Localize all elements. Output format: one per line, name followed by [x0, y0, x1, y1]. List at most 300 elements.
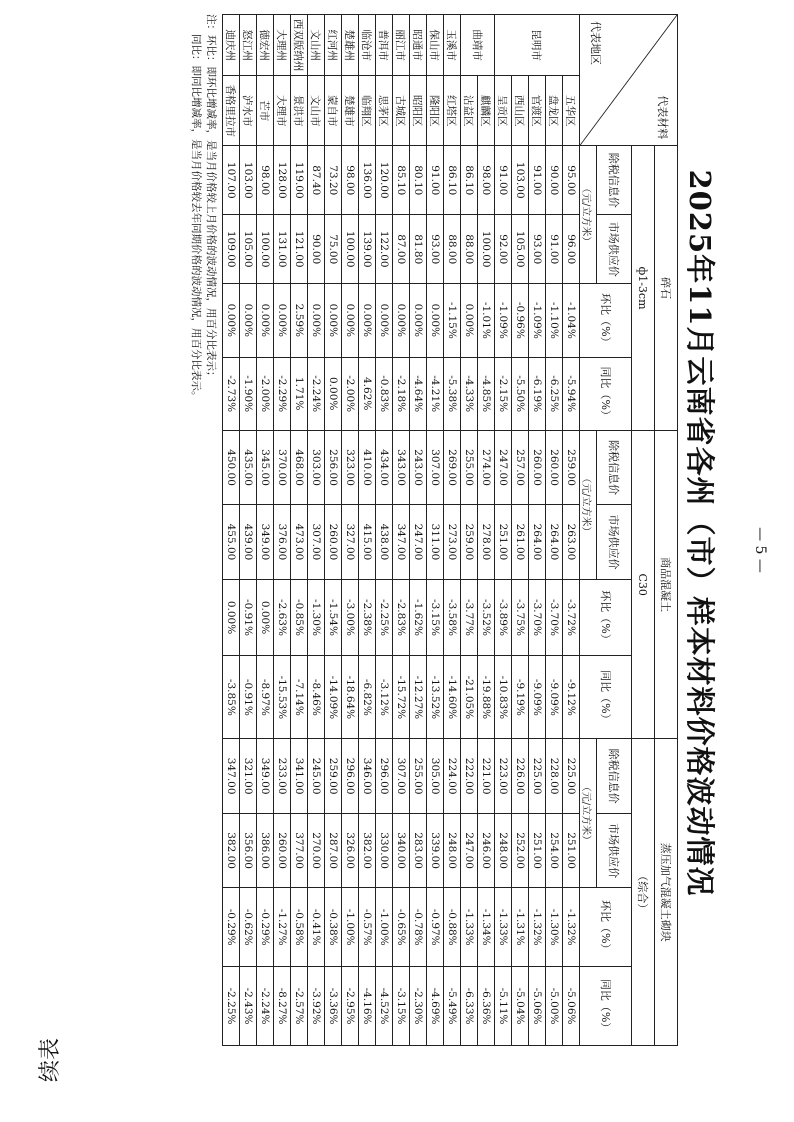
- value-cell: 92.00: [495, 215, 512, 284]
- value-cell: -1.15%: [444, 284, 461, 357]
- value-cell: -8.97%: [257, 656, 274, 739]
- value-cell: -2.25%: [376, 579, 393, 656]
- value-cell: 228.00: [546, 739, 563, 813]
- value-cell: -1.10%: [546, 284, 563, 357]
- price-table: [222, 14, 678, 1046]
- value-cell: -8.27%: [274, 967, 291, 1046]
- value-cell: -1.34%: [478, 888, 495, 967]
- table-row: [478, 15, 495, 1046]
- value-cell: 260.00: [325, 505, 342, 579]
- value-cell: 248.00: [495, 813, 512, 887]
- value-cell: 345.00: [257, 430, 274, 504]
- value-cell: 270.00: [308, 813, 325, 887]
- value-cell: 136.00: [359, 146, 376, 215]
- value-cell: -0.57%: [359, 888, 376, 967]
- table-row: [359, 15, 376, 1046]
- district-cell: 景洪市: [291, 76, 308, 146]
- value-cell: -0.96%: [512, 284, 529, 357]
- district-cell: 楚雄市: [342, 76, 359, 146]
- value-cell: 254.00: [546, 813, 563, 887]
- notes: [188, 14, 218, 1058]
- value-cell: 287.00: [325, 813, 342, 887]
- value-cell: 0.00%: [342, 284, 359, 357]
- value-cell: 221.00: [478, 739, 495, 813]
- value-cell: -1.00%: [376, 888, 393, 967]
- value-cell: 307.00: [393, 739, 410, 813]
- material-name-2: 蒸压加气混凝土砌块: [655, 739, 678, 1046]
- table-row: [563, 15, 580, 1046]
- value-cell: 311.00: [427, 505, 444, 579]
- col-mom: 环比（%）: [580, 579, 632, 656]
- value-cell: -3.89%: [495, 579, 512, 656]
- value-cell: -2.73%: [223, 357, 240, 430]
- value-cell: -3.75%: [512, 579, 529, 656]
- value-cell: -2.15%: [495, 357, 512, 430]
- col-market-price: 市场供应价: [597, 813, 632, 887]
- value-cell: -14.60%: [444, 656, 461, 739]
- value-cell: -2.18%: [393, 357, 410, 430]
- value-cell: -0.97%: [427, 888, 444, 967]
- value-cell: 103.00: [240, 146, 257, 215]
- rotated-content: [92, 8, 722, 1058]
- value-cell: -6.25%: [546, 357, 563, 430]
- value-cell: 259.00: [563, 430, 580, 504]
- value-cell: -2.38%: [359, 579, 376, 656]
- district-cell: 临翔区: [359, 76, 376, 146]
- value-cell: -0.29%: [257, 888, 274, 967]
- value-cell: -1.30%: [546, 888, 563, 967]
- value-cell: 321.00: [240, 739, 257, 813]
- value-cell: 260.00: [529, 430, 546, 504]
- value-cell: 87.00: [393, 215, 410, 284]
- city-cell: 临沧市: [359, 15, 376, 76]
- value-cell: -14.09%: [325, 656, 342, 739]
- value-cell: 85.10: [393, 146, 410, 215]
- city-cell: 曲靖市: [461, 15, 495, 76]
- value-cell: 264.00: [529, 505, 546, 579]
- value-cell: 88.00: [444, 215, 461, 284]
- value-cell: 120.00: [376, 146, 393, 215]
- material-spec-0: ф1-3cm: [632, 146, 655, 431]
- value-cell: -2.25%: [223, 967, 240, 1046]
- value-cell: -0.85%: [291, 579, 308, 656]
- value-cell: 247.00: [461, 813, 478, 887]
- value-cell: 103.00: [512, 146, 529, 215]
- value-cell: 87.40: [308, 146, 325, 215]
- value-cell: 105.00: [240, 215, 257, 284]
- value-cell: 105.00: [512, 215, 529, 284]
- value-cell: -2.83%: [393, 579, 410, 656]
- value-cell: 259.00: [325, 739, 342, 813]
- value-cell: -8.46%: [308, 656, 325, 739]
- value-cell: 349.00: [257, 505, 274, 579]
- value-cell: 340.00: [393, 813, 410, 887]
- value-cell: -1.01%: [478, 284, 495, 357]
- value-cell: -4.16%: [359, 967, 376, 1046]
- city-cell: 昆明市: [495, 15, 580, 76]
- value-cell: 93.00: [529, 215, 546, 284]
- value-cell: -3.58%: [444, 579, 461, 656]
- value-cell: 434.00: [376, 430, 393, 504]
- district-cell: 大理市: [274, 76, 291, 146]
- value-cell: 274.00: [478, 430, 495, 504]
- value-cell: 119.00: [291, 146, 308, 215]
- table-row: [444, 15, 461, 1046]
- district-cell: 沾益区: [461, 76, 478, 146]
- value-cell: -0.78%: [410, 888, 427, 967]
- value-cell: 128.00: [274, 146, 291, 215]
- value-cell: -2.24%: [257, 967, 274, 1046]
- value-cell: 0.00%: [325, 284, 342, 357]
- page-title: 2025年11月云南省各州（市）样本材料价格波动情况: [683, 169, 717, 897]
- value-cell: -3.12%: [376, 656, 393, 739]
- table-row: [291, 15, 308, 1046]
- col-market-price: 市场供应价: [597, 505, 632, 579]
- value-cell: -9.19%: [512, 656, 529, 739]
- value-cell: -3.70%: [529, 579, 546, 656]
- table-row: [512, 15, 529, 1046]
- value-cell: 0.00%: [393, 284, 410, 357]
- value-cell: -3.77%: [461, 579, 478, 656]
- district-cell: 西山区: [512, 76, 529, 146]
- value-cell: 4.62%: [359, 357, 376, 430]
- value-cell: 269.00: [444, 430, 461, 504]
- city-cell: 西双版纳州: [291, 15, 308, 76]
- value-cell: -7.14%: [291, 656, 308, 739]
- value-cell: 98.00: [257, 146, 274, 215]
- page-number: — 5 —: [752, 527, 768, 573]
- material-spec-1: C30: [632, 430, 655, 739]
- value-cell: 439.00: [240, 505, 257, 579]
- city-cell: 大理州: [274, 15, 291, 76]
- value-cell: -9.12%: [563, 656, 580, 739]
- value-cell: 0.00%: [240, 284, 257, 357]
- value-cell: 0.00%: [359, 284, 376, 357]
- value-cell: 222.00: [461, 739, 478, 813]
- value-cell: 376.00: [274, 505, 291, 579]
- value-cell: -1.00%: [342, 888, 359, 967]
- district-cell: 麒麟区: [478, 76, 495, 146]
- value-cell: 98.00: [478, 146, 495, 215]
- value-cell: 0.00%: [274, 284, 291, 357]
- value-cell: 247.00: [410, 505, 427, 579]
- value-cell: -0.41%: [308, 888, 325, 967]
- col-tax-price: 除税信息价: [597, 430, 632, 504]
- value-cell: -3.72%: [563, 579, 580, 656]
- value-cell: 93.00: [427, 215, 444, 284]
- unit-label: （元/立方米）: [580, 146, 597, 284]
- district-cell: 红塔区: [444, 76, 461, 146]
- value-cell: -5.50%: [512, 357, 529, 430]
- value-cell: -15.72%: [393, 656, 410, 739]
- city-cell: 红河州: [325, 15, 342, 76]
- col-yoy: 同比（%）: [580, 656, 632, 739]
- value-cell: -3.52%: [478, 579, 495, 656]
- value-cell: 86.10: [461, 146, 478, 215]
- value-cell: 225.00: [529, 739, 546, 813]
- district-cell: 文山市: [308, 76, 325, 146]
- value-cell: 0.00%: [257, 579, 274, 656]
- value-cell: -3.15%: [393, 967, 410, 1046]
- city-cell: 文山州: [308, 15, 325, 76]
- value-cell: 0.00%: [325, 357, 342, 430]
- value-cell: -2.63%: [274, 579, 291, 656]
- value-cell: 296.00: [342, 739, 359, 813]
- district-cell: 思茅区: [376, 76, 393, 146]
- value-cell: -21.05%: [461, 656, 478, 739]
- value-cell: 261.00: [512, 505, 529, 579]
- value-cell: 100.00: [342, 215, 359, 284]
- value-cell: 0.00%: [461, 284, 478, 357]
- value-cell: 0.00%: [308, 284, 325, 357]
- value-cell: 278.00: [478, 505, 495, 579]
- value-cell: -3.00%: [342, 579, 359, 656]
- value-cell: -5.00%: [546, 967, 563, 1046]
- city-cell: 保山市: [427, 15, 444, 76]
- value-cell: 0.00%: [376, 284, 393, 357]
- value-cell: 323.00: [342, 430, 359, 504]
- value-cell: 100.00: [478, 215, 495, 284]
- value-cell: -1.33%: [495, 888, 512, 967]
- value-cell: -4.85%: [478, 357, 495, 430]
- value-cell: 107.00: [223, 146, 240, 215]
- value-cell: -2.95%: [342, 967, 359, 1046]
- table-row: [376, 15, 393, 1046]
- value-cell: 256.00: [325, 430, 342, 504]
- value-cell: 98.00: [342, 146, 359, 215]
- value-cell: 255.00: [410, 739, 427, 813]
- col-yoy: 同比（%）: [580, 967, 632, 1046]
- value-cell: -0.62%: [240, 888, 257, 967]
- value-cell: 224.00: [444, 739, 461, 813]
- value-cell: -3.15%: [427, 579, 444, 656]
- value-cell: -13.52%: [427, 656, 444, 739]
- district-cell: 蒙自市: [325, 76, 342, 146]
- value-cell: 307.00: [427, 430, 444, 504]
- value-cell: -5.49%: [444, 967, 461, 1046]
- table-row: [393, 15, 410, 1046]
- value-cell: -1.62%: [410, 579, 427, 656]
- value-cell: -2.57%: [291, 967, 308, 1046]
- material-spec-2: （综合）: [632, 739, 655, 1046]
- value-cell: 327.00: [342, 505, 359, 579]
- value-cell: -0.91%: [240, 656, 257, 739]
- value-cell: 91.00: [546, 215, 563, 284]
- value-cell: 356.00: [240, 813, 257, 887]
- value-cell: -1.09%: [529, 284, 546, 357]
- district-cell: 泸水市: [240, 76, 257, 146]
- col-tax-price: 除税信息价: [597, 146, 632, 215]
- value-cell: 341.00: [291, 739, 308, 813]
- value-cell: -9.09%: [546, 656, 563, 739]
- value-cell: -0.29%: [223, 888, 240, 967]
- value-cell: 226.00: [512, 739, 529, 813]
- value-cell: -1.09%: [495, 284, 512, 357]
- value-cell: 326.00: [342, 813, 359, 887]
- value-cell: 225.00: [563, 739, 580, 813]
- value-cell: 251.00: [529, 813, 546, 887]
- value-cell: 260.00: [274, 813, 291, 887]
- value-cell: -2.24%: [308, 357, 325, 430]
- value-cell: 415.00: [359, 505, 376, 579]
- value-cell: 255.00: [461, 430, 478, 504]
- value-cell: 91.00: [427, 146, 444, 215]
- value-cell: -6.36%: [478, 967, 495, 1046]
- value-cell: 305.00: [427, 739, 444, 813]
- value-cell: 0.00%: [410, 284, 427, 357]
- value-cell: 122.00: [376, 215, 393, 284]
- continued-label: 续表: [36, 1038, 62, 1083]
- value-cell: 473.00: [291, 505, 308, 579]
- city-cell: 普洱市: [376, 15, 393, 76]
- value-cell: 468.00: [291, 430, 308, 504]
- value-cell: 245.00: [308, 739, 325, 813]
- material-name-0: 碎石: [655, 146, 678, 431]
- value-cell: -15.53%: [274, 656, 291, 739]
- value-cell: -19.88%: [478, 656, 495, 739]
- value-cell: -18.64%: [342, 656, 359, 739]
- table-row: [223, 15, 240, 1046]
- value-cell: 259.00: [461, 505, 478, 579]
- value-cell: -5.04%: [512, 967, 529, 1046]
- value-cell: 349.00: [257, 739, 274, 813]
- value-cell: 139.00: [359, 215, 376, 284]
- value-cell: -5.38%: [444, 357, 461, 430]
- district-cell: 五华区: [563, 76, 580, 146]
- value-cell: -1.33%: [461, 888, 478, 967]
- value-cell: 131.00: [274, 215, 291, 284]
- value-cell: 339.00: [427, 813, 444, 887]
- corner-region-label: 代表地区: [589, 21, 602, 65]
- table-row: [257, 15, 274, 1046]
- value-cell: 296.00: [376, 739, 393, 813]
- value-cell: 109.00: [223, 215, 240, 284]
- district-cell: 官渡区: [529, 76, 546, 146]
- value-cell: -5.06%: [563, 967, 580, 1046]
- value-cell: 347.00: [223, 739, 240, 813]
- value-cell: -9.09%: [529, 656, 546, 739]
- note-line-2: 同比：即同比增减率，是当月价格较去年同期价格的波动情况，用百分比表示。: [190, 34, 202, 402]
- table-row: [546, 15, 563, 1046]
- value-cell: 0.00%: [223, 579, 240, 656]
- material-name-1: 商品混凝土: [655, 430, 678, 739]
- value-cell: 80.10: [410, 146, 427, 215]
- value-cell: 95.00: [563, 146, 580, 215]
- value-cell: -2.43%: [240, 967, 257, 1046]
- value-cell: 273.00: [444, 505, 461, 579]
- table-row: [308, 15, 325, 1046]
- note-line-1: 注：环比：即环比增减率，是当月价格较上月价格的波动情况，用百分比表示；: [205, 14, 217, 382]
- value-cell: 386.00: [257, 813, 274, 887]
- city-cell: 丽江市: [393, 15, 410, 76]
- value-cell: 0.00%: [223, 284, 240, 357]
- value-cell: 247.00: [495, 430, 512, 504]
- value-cell: 450.00: [223, 430, 240, 504]
- value-cell: 263.00: [563, 505, 580, 579]
- value-cell: 246.00: [478, 813, 495, 887]
- district-cell: 隆阳区: [427, 76, 444, 146]
- value-cell: -4.52%: [376, 967, 393, 1046]
- value-cell: -2.00%: [257, 357, 274, 430]
- district-cell: 盘龙区: [546, 76, 563, 146]
- value-cell: -4.21%: [427, 357, 444, 430]
- value-cell: -1.27%: [274, 888, 291, 967]
- value-cell: -4.33%: [461, 357, 478, 430]
- value-cell: 248.00: [444, 813, 461, 887]
- value-cell: 370.00: [274, 430, 291, 504]
- value-cell: -4.64%: [410, 357, 427, 430]
- table-row: [427, 15, 444, 1046]
- col-mom: 环比（%）: [580, 888, 632, 967]
- value-cell: -5.11%: [495, 967, 512, 1046]
- value-cell: 260.00: [546, 430, 563, 504]
- table-row: [410, 15, 427, 1046]
- value-cell: -5.06%: [529, 967, 546, 1046]
- value-cell: 252.00: [512, 813, 529, 887]
- value-cell: -1.32%: [529, 888, 546, 967]
- value-cell: 435.00: [240, 430, 257, 504]
- table-row: [529, 15, 546, 1046]
- value-cell: -6.82%: [359, 656, 376, 739]
- col-yoy: 同比（%）: [580, 357, 632, 430]
- table-row: [342, 15, 359, 1046]
- value-cell: -0.65%: [393, 888, 410, 967]
- value-cell: -1.04%: [563, 284, 580, 357]
- value-cell: 382.00: [223, 813, 240, 887]
- district-cell: 昭阳区: [410, 76, 427, 146]
- value-cell: -5.94%: [563, 357, 580, 430]
- table-row: [274, 15, 291, 1046]
- value-cell: 257.00: [512, 430, 529, 504]
- value-cell: 86.10: [444, 146, 461, 215]
- table-body: [223, 15, 580, 1046]
- table-row: [495, 15, 512, 1046]
- value-cell: 307.00: [308, 505, 325, 579]
- value-cell: -10.83%: [495, 656, 512, 739]
- value-cell: -1.32%: [563, 888, 580, 967]
- value-cell: -0.91%: [240, 579, 257, 656]
- table-row: [461, 15, 478, 1046]
- col-tax-price: 除税信息价: [597, 739, 632, 813]
- value-cell: 243.00: [410, 430, 427, 504]
- value-cell: 91.00: [529, 146, 546, 215]
- unit-label: （元/立方米）: [580, 739, 597, 888]
- value-cell: -1.31%: [512, 888, 529, 967]
- value-cell: 90.00: [308, 215, 325, 284]
- unit-label: （元/立方米）: [580, 430, 597, 579]
- city-cell: 德宏州: [257, 15, 274, 76]
- col-mom: 环比（%）: [580, 284, 632, 357]
- value-cell: 377.00: [291, 813, 308, 887]
- value-cell: 2.59%: [291, 284, 308, 357]
- value-cell: -3.85%: [223, 656, 240, 739]
- district-cell: 呈贡区: [495, 76, 512, 146]
- value-cell: -2.29%: [274, 357, 291, 430]
- value-cell: 91.00: [495, 146, 512, 215]
- city-cell: 昭通市: [410, 15, 427, 76]
- value-cell: 96.00: [563, 215, 580, 284]
- value-cell: 73.20: [325, 146, 342, 215]
- district-cell: 芒市: [257, 76, 274, 146]
- city-cell: 楚雄州: [342, 15, 359, 76]
- city-cell: 怒江州: [240, 15, 257, 76]
- table-row: [240, 15, 257, 1046]
- value-cell: -3.70%: [546, 579, 563, 656]
- value-cell: -6.19%: [529, 357, 546, 430]
- value-cell: -1.30%: [308, 579, 325, 656]
- value-cell: -1.54%: [325, 579, 342, 656]
- value-cell: 81.80: [410, 215, 427, 284]
